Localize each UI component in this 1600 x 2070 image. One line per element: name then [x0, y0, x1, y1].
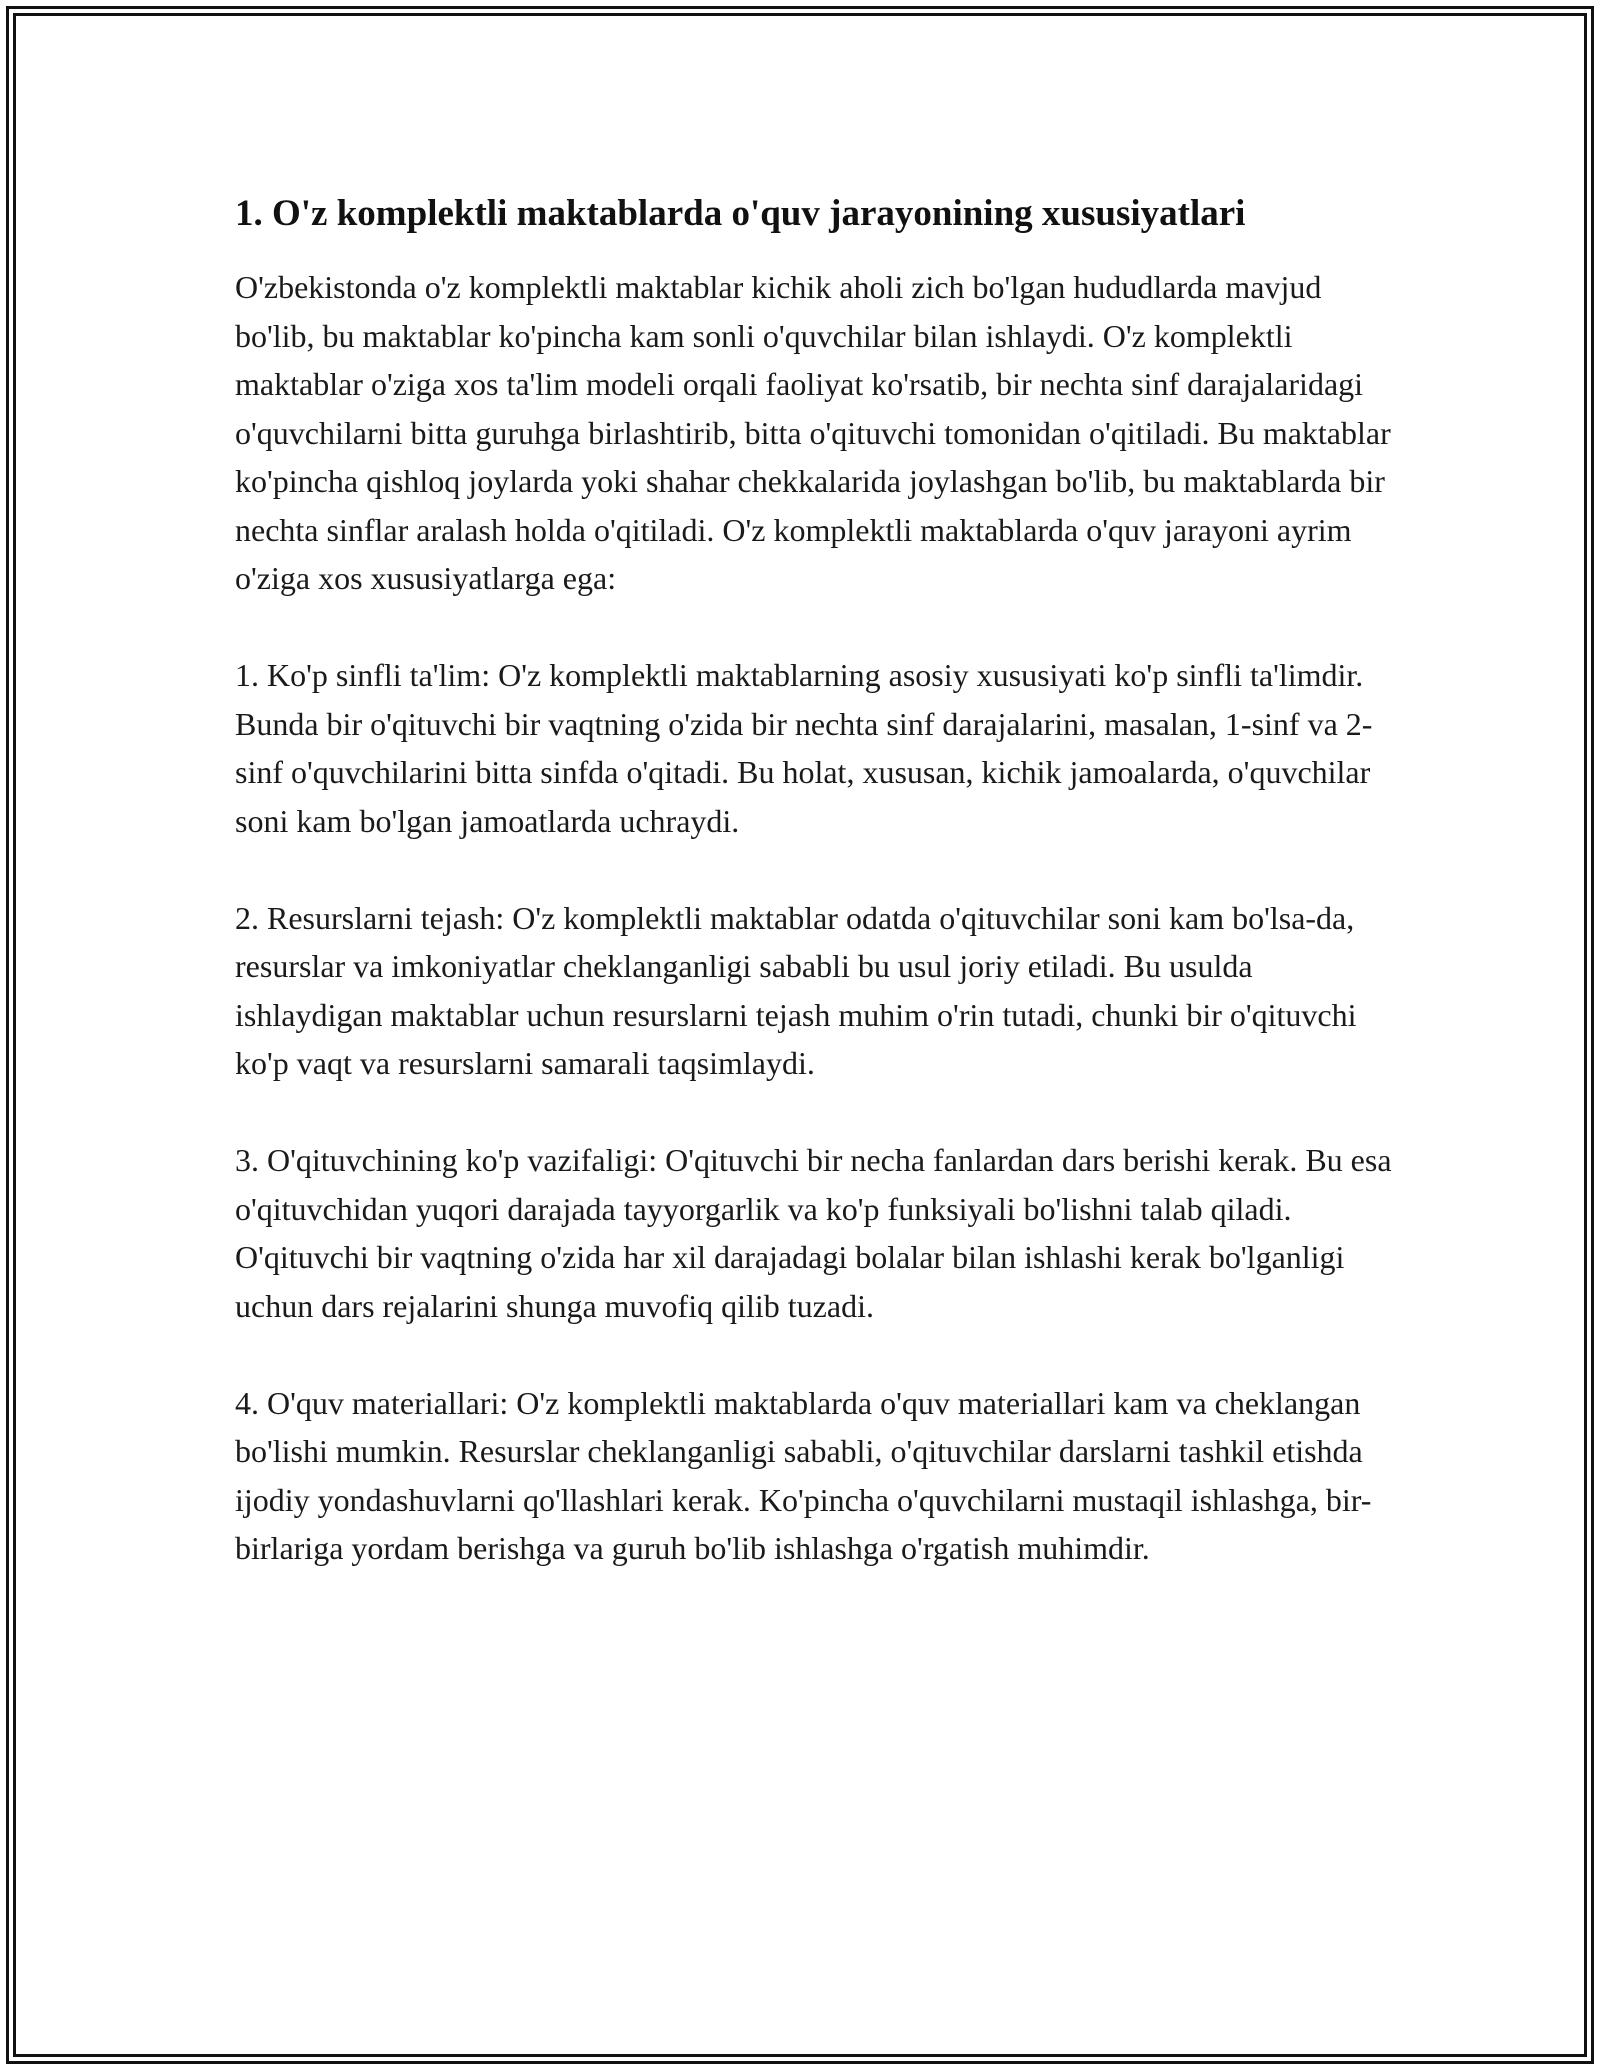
- list-item-multigrade-teaching: 1. Ko'p sinfli ta'lim: O'z komplektli maktablarning asosiy xususiyati ko'p sinfli ta'limdir. Bunda bir o'qituvchi bir vaqtning o'zida bir nechta sinf darajalarini, masalan, 1-sinf va 2-sinf o'quvchilarini bitta sinfda o'qitadi. Bu holat, xususan, kichik jamoalarda, o'quvchilar soni kam bo'lgan jamoatlarda uchraydi.: [235, 657, 1373, 839]
- list-item-learning-materials: 4. O'quv materiallari: O'z komplektli maktablarda o'quv materiallari kam va cheklangan bo'lishi mumkin. Resurslar cheklanganligi sababli, o'qituvchilar darslarni tashkil etishda ijodiy yondashuvlarni qo'llashlari kerak. Ko'pincha o'quvchilarni mustaqil ishlashga, bir-birlariga yordam berishga va guruh bo'lib ishlashga o'rgatish muhimdir.: [235, 1384, 1372, 1566]
- section-heading: 1. O'z komplektli maktablarda o'quv jarayonining xususiyatlari: [235, 193, 1246, 234]
- list-item-resource-saving: 2. Resurslarni tejash: O'z komplektli maktablar odatda o'qituvchilar soni kam bo'lsa-da, resurslar va imkoniyatlar cheklanganligi sababli bu usul joriy etiladi. Bu usulda ishlaydigan maktablar uchun resurslarni tejash muhim o'rin tutadi, chunki bir o'qituvchi ko'p vaqt va resurslarni samarali taqsimlaydi.: [235, 899, 1357, 1081]
- intro-paragraph: O'zbekistonda o'z komplektli maktablar kichik aholi zich bo'lgan hududlarda mavjud bo'lib, bu maktablar ko'pincha kam sonli o'quvchilar bilan ishlaydi. O'z komplektli maktablar o'ziga xos ta'lim modeli orqali faoliyat ko'rsatib, bir nechta sinf darajalaridagi o'quvchilarni bitta guruhga birlashtirib, bitta o'qituvchi tomonidan o'qitiladi. Bu maktablar ko'pincha qishloq joylarda yoki shahar chekkalarida joylashgan bo'lib, bu maktablarda bir nechta sinflar aralash holda o'qitiladi. O'z komplektli maktablarda o'quv jarayoni ayrim o'ziga xos xususiyatlarga ega:: [235, 269, 1391, 596]
- document-body: [235, 186, 1395, 1573]
- list-item-teacher-multitasking: 3. O'qituvchining ko'p vazifaligi: O'qituvchi bir necha fanlardan dars berishi kerak. Bu esa o'qituvchidan yuqori darajada tayyorgarlik va ko'p funksiyali bo'lishni talab qiladi. O'qituvchi bir vaqtning o'zida har xil darajadagi bolalar bilan ishlashi kerak bo'lganligi uchun dars rejalarini shunga muvofiq qilib tuzadi.: [235, 1142, 1392, 1324]
